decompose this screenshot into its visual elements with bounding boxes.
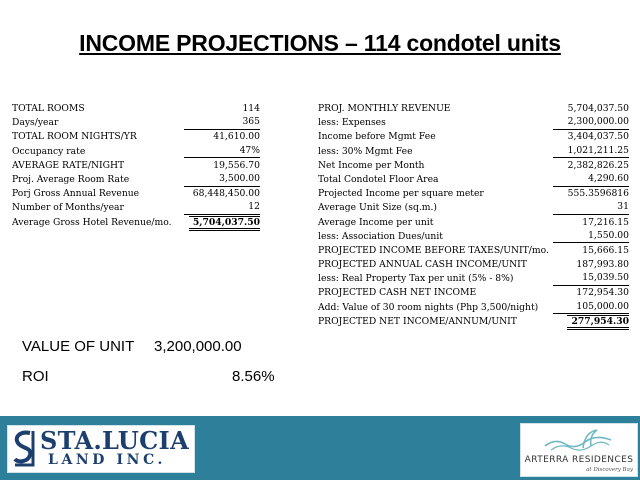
roi-label: ROI <box>22 368 49 385</box>
row-value: 555.3596816 <box>567 188 629 200</box>
table-row <box>318 187 629 201</box>
row-label: less: Expenses <box>318 117 386 129</box>
row-value: 3,500.00 <box>184 173 260 187</box>
table-row <box>12 173 260 187</box>
row-value: 365 <box>184 116 260 130</box>
table-row <box>318 173 629 187</box>
table-row <box>318 216 629 230</box>
unit-value-amount: 3,200,000.00 <box>154 338 242 355</box>
row-value: 5,704,037.50 <box>567 103 629 114</box>
row-label: Average Gross Hotel Revenue/mo. <box>12 216 172 228</box>
row-value: 15,039.50 <box>553 272 629 286</box>
unit-income-table <box>318 102 629 329</box>
row-label: AVERAGE RATE/NIGHT <box>12 159 125 171</box>
row-value: 19,556.70 <box>213 159 260 171</box>
table-row <box>318 201 629 215</box>
row-value: 1,021,211.25 <box>553 145 629 159</box>
table-row <box>318 272 629 286</box>
table-row <box>318 244 629 258</box>
row-label: PROJECTED NET INCOME/ANNUM/UNIT <box>318 315 517 327</box>
wave-icon <box>543 426 613 454</box>
page-title: INCOME PROJECTIONS – 114 condotel units <box>79 30 561 56</box>
table-row <box>318 116 629 130</box>
table-row <box>12 201 260 215</box>
row-value: 31 <box>553 201 629 215</box>
row-label: Days/year <box>12 117 59 129</box>
row-value: 4,290.60 <box>553 173 629 187</box>
table-row <box>12 116 260 130</box>
table-row <box>12 145 260 159</box>
table-row <box>12 216 260 230</box>
arterra-logo <box>520 423 638 477</box>
row-label: Net Income per Month <box>318 159 425 171</box>
table-row <box>12 130 260 144</box>
row-label: PROJECTED INCOME BEFORE TAXES/UNIT/mo. <box>318 244 549 256</box>
row-label: less: Association Dues/unit <box>318 230 443 242</box>
row-label: TOTAL ROOM NIGHTS/YR <box>12 131 137 143</box>
table-row <box>318 145 629 159</box>
table-row <box>12 102 260 116</box>
row-label: Total Condotel Floor Area <box>318 173 439 185</box>
row-value: 105,000.00 <box>553 301 629 315</box>
row-label: PROJECTED CASH NET INCOME <box>318 287 477 299</box>
table-row <box>318 258 629 272</box>
row-total-value: 277,954.30 <box>567 315 629 330</box>
row-total-value: 5,704,037.50 <box>189 216 260 231</box>
table-row <box>318 286 629 300</box>
row-label: Porj Gross Annual Revenue <box>12 188 140 200</box>
unit-value-label: VALUE OF UNIT <box>22 338 135 355</box>
row-label: Projected Income per square meter <box>318 188 484 200</box>
table-row <box>12 187 260 201</box>
sta-lucia-logo-line2: LAND INC. <box>48 452 167 468</box>
row-value: 12 <box>184 201 260 215</box>
table-row <box>318 315 629 329</box>
table-row <box>318 230 629 244</box>
table-row <box>318 301 629 315</box>
sta-lucia-mark-icon <box>12 429 36 467</box>
table-row <box>318 130 629 144</box>
sta-lucia-logo-line1: STA.LUCIA <box>40 426 189 455</box>
row-value: 172,954.30 <box>576 287 629 299</box>
row-value: 17,216.15 <box>582 216 629 228</box>
row-value: 15,666.15 <box>582 244 629 256</box>
table-row <box>12 159 260 173</box>
row-label: less: 30% Mgmt Fee <box>318 145 413 157</box>
row-value: 3,404,037.50 <box>567 131 629 143</box>
hotel-revenue-table <box>12 102 260 230</box>
roi-amount: 8.56% <box>232 368 275 385</box>
row-label: Proj. Average Room Rate <box>12 173 130 185</box>
row-label: Average Income per unit <box>318 216 434 228</box>
row-label: Occupancy rate <box>12 145 86 157</box>
row-label: Average Unit Size (sq.m.) <box>318 202 437 214</box>
row-value: 187,993.80 <box>576 259 629 271</box>
row-value: 47% <box>184 145 260 159</box>
row-label: PROJ. MONTHLY REVENUE <box>318 103 451 114</box>
row-value: 68,448,450.00 <box>192 188 260 200</box>
row-label: Add: Value of 30 room nights (Php 3,500/night) <box>318 301 539 313</box>
row-value: 41,610.00 <box>213 131 260 143</box>
row-value: 114 <box>242 103 260 114</box>
row-label: PROJECTED ANNUAL CASH INCOME/UNIT <box>318 259 527 271</box>
table-row <box>318 159 629 173</box>
table-row <box>318 102 629 116</box>
row-value: 1,550.00 <box>553 230 629 244</box>
row-value: 2,300,000.00 <box>553 116 629 130</box>
row-value: 2,382,826.25 <box>567 159 629 171</box>
row-label: Income before Mgmt Fee <box>318 131 436 143</box>
sta-lucia-logo <box>7 425 195 473</box>
arterra-logo-line2: at Discovery Bay <box>586 467 633 473</box>
row-label: TOTAL ROOMS <box>12 103 85 114</box>
row-label: less: Real Property Tax per unit (5% - 8%) <box>318 273 514 285</box>
arterra-logo-line1: ARTERRA RESIDENCES <box>524 455 634 465</box>
row-label: Number of Months/year <box>12 202 124 214</box>
